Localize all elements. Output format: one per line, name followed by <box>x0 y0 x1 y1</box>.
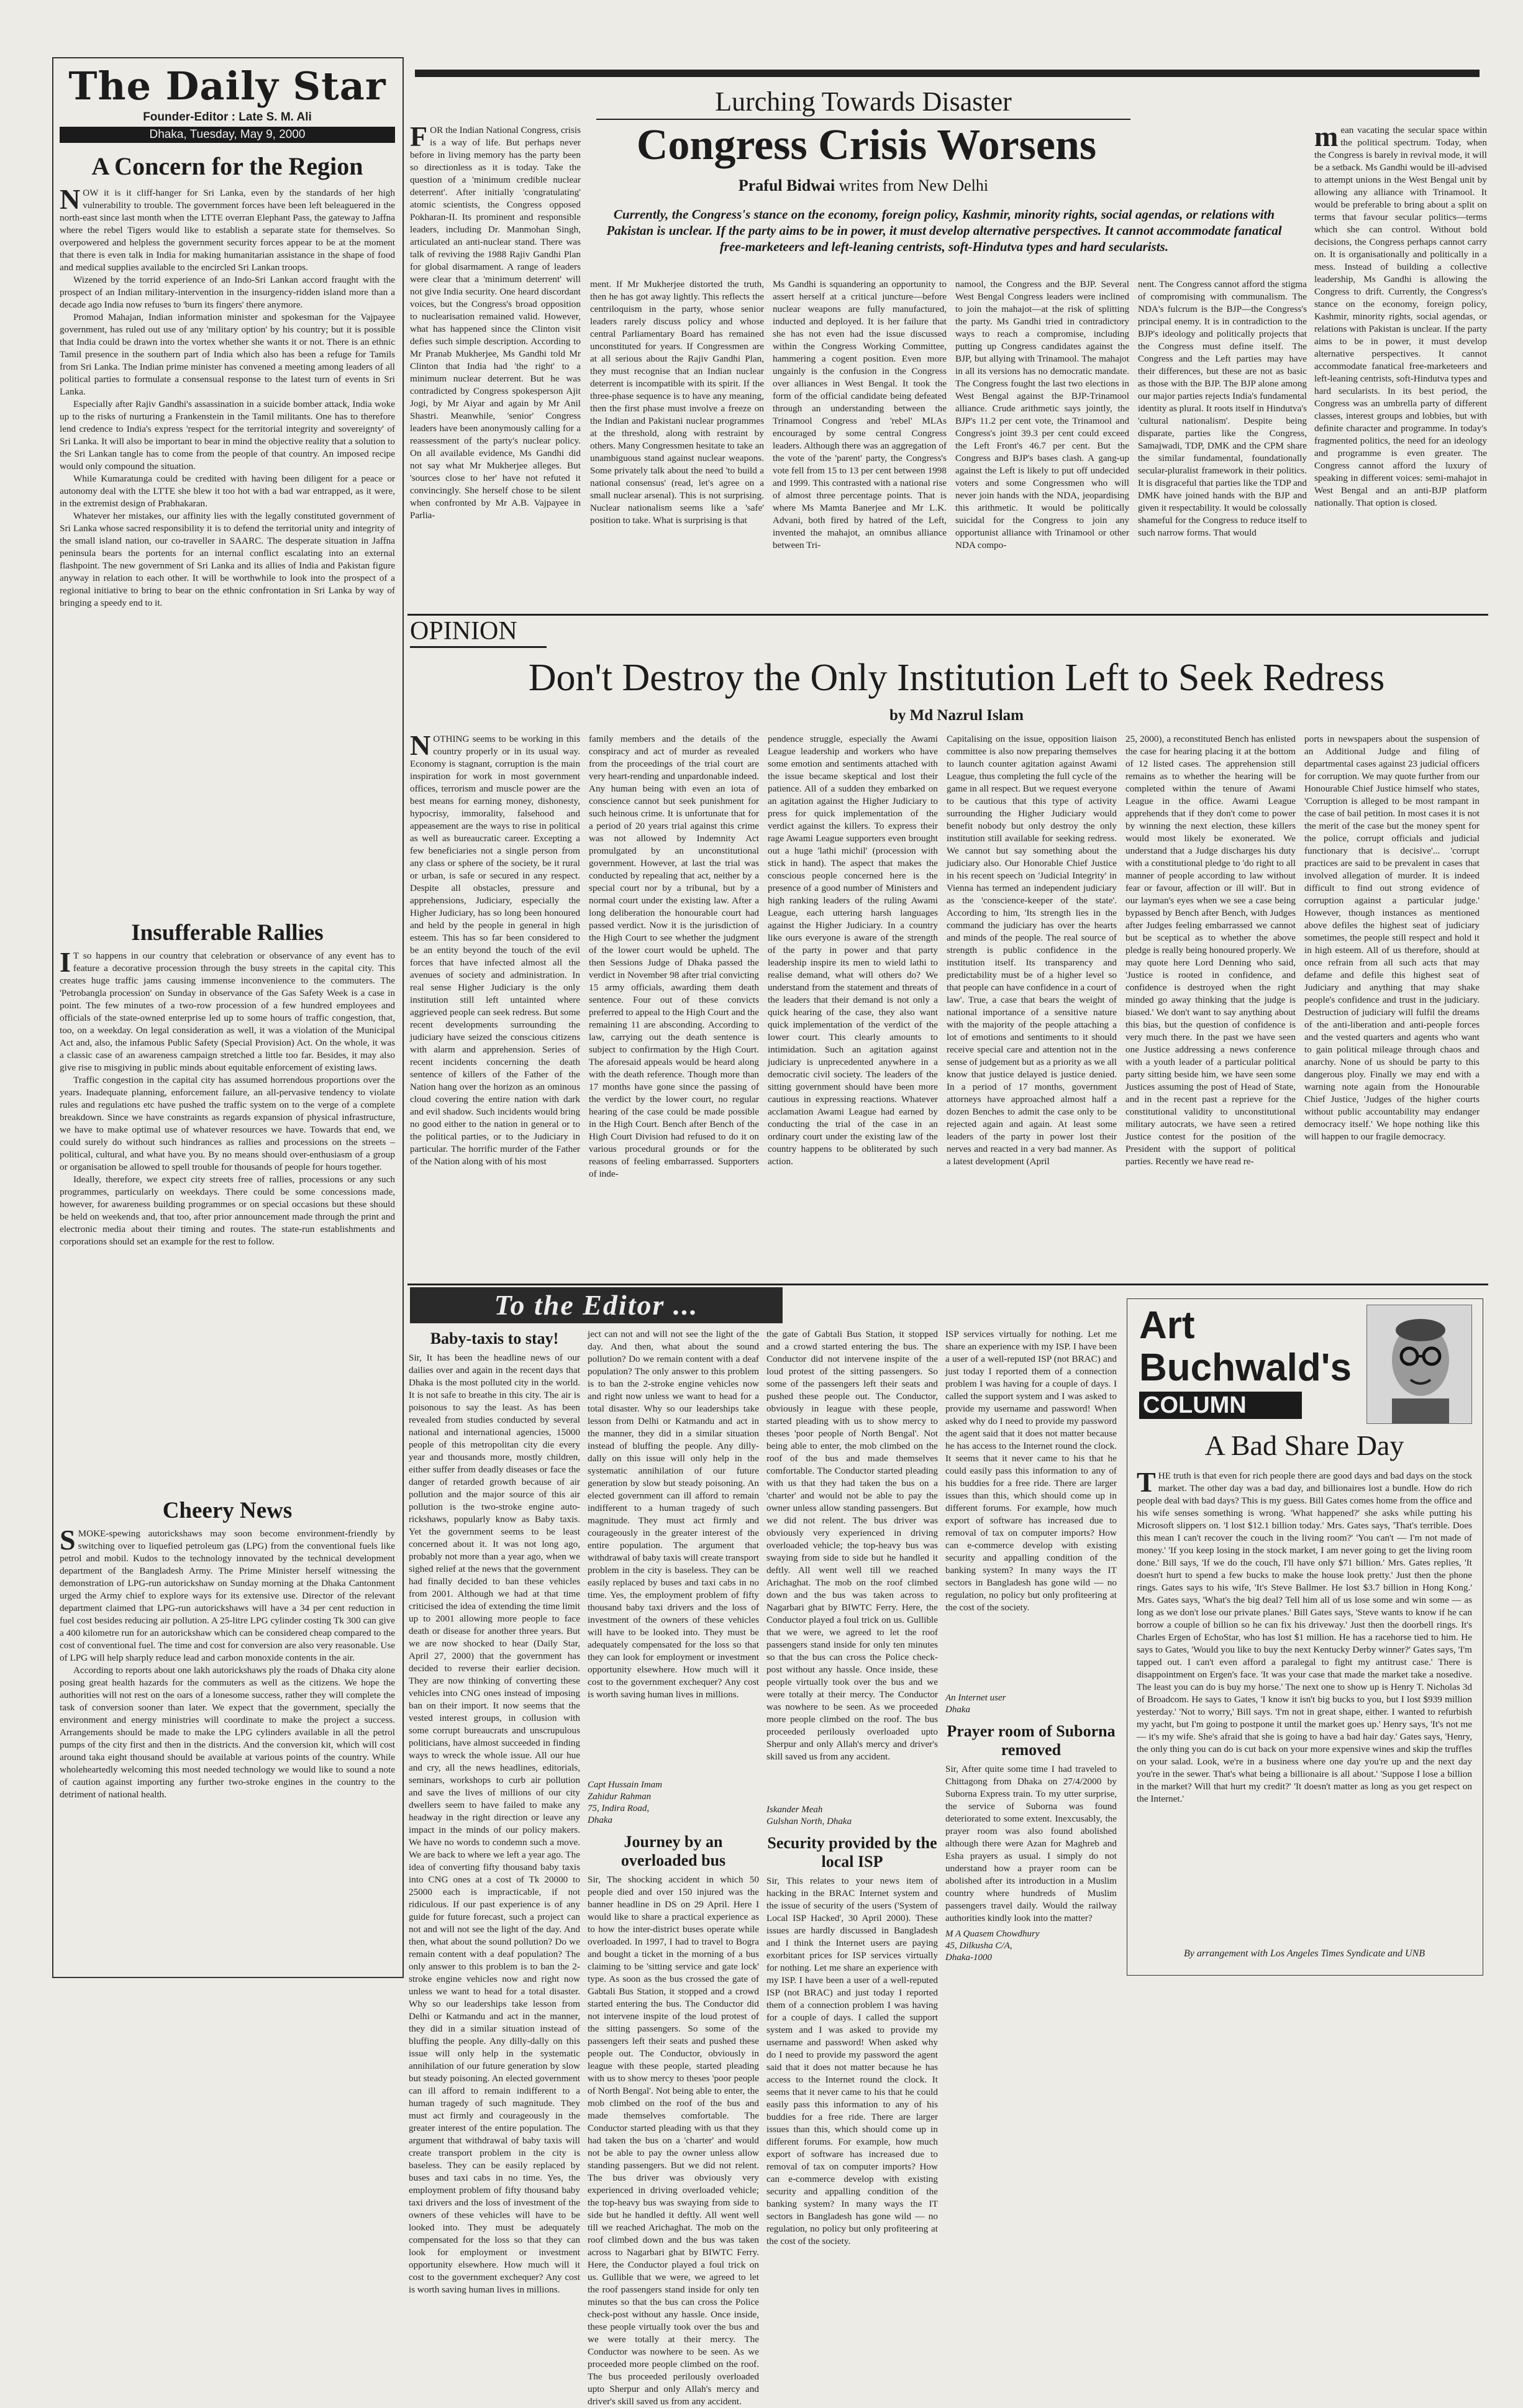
letter-body-continued <box>588 1328 759 1776</box>
byline-rest: writes from New Delhi <box>835 176 989 194</box>
editorial-sri-lanka <box>60 149 395 913</box>
paragraph: Ideally, therefore, we expect city streets free of rallies, processions or any such programmes, particularly on weekdays. There could be some concessions made, however, for awareness building programmes or on special occasions but these should be held on weekends and, that too, after prior announcement made through the print and electronic media about their timing and routes. The state-run establishments and corporations should set an example for the rest to follow. <box>60 1174 395 1247</box>
editorial-body <box>60 183 395 609</box>
bidwai-col-1 <box>590 278 764 608</box>
paragraph: IT so happens in our country that celebration or observance of any event has to feature a decorative procession through the busy streets in the capital city. This creates huge traffic jams causing immense inconvenience to the commuters. The 'Petrobangla procession' on Sunday in observance of the Gas Safety Week is a case in point. The few minutes of a two-row procession of a few hundred employees and officials of the state-owned enterprise led up to some hours of traffic congestion, that, too, on a weekday. On legal consideration as well, it was a violation of the Municipal Act and, also, the infamous Public Safety (Special Provision) Act. On the whole, it was a classic case of an awareness campaign stretched a little too far. Besides, it may also give rise to misgiving in public minds about equitable enforcement of existing laws. <box>60 946 395 1073</box>
letter-body: Sir, After quite some time I had traveled to Chittagong from Dhaka on 27/4/2000 by Suborna Express train. To my utter surprise, the service of Suborna was found deteriorated to some extent. Inexcusably, the prayer room was also found abolished although there were Azan for Maghreb and Esha prayers as usual. I simply do not understand how a prayer room can be abolished after its introduction in a Muslim country where hundreds of Muslim passengers travel daily. Would the railway authorities kindly look into the matter? <box>945 1764 1117 1923</box>
article-byline <box>596 176 1130 195</box>
letter-signature: Capt Hussain Imam Zahidur Rahman 75, Indira Road, Dhaka <box>588 1780 663 1825</box>
paragraph: 25, 2000), a reconstituted Bench has enlisted the case for hearing placing it at the bottom of 12 listed cases. The apprehension still remains as to whether the hearing will be completed within the tenure of Awami League in the office. Awami League apprehends that if they don't come to power by winning the next election, these killers would most likely be exonerated. We understand that a Judge discharges his duty with a constitutional pledge to 'do right to all manner of people according to law without fear or favour, affection or ill will'. But in our layman's eyes when we see a case being bypassed by Bench after Bench, with Judges after Judges feeling embarrassed we cannot but be sceptical as to whether the above pledge is really being honoured properly. We may quote here Lord Denning who said, 'Justice is rooted in confidence, and confidence is destroyed when the right minded go away thinking that the judge is biased.' We don't want to say anything about this bias, but the question of confidence is very much there. In the past we have seen one Justice addressing a news conference with a youth leader of a particular political party sitting beside him, we have seen some Justices assuming the post of Head of State, and in the recent past a reprieve for the constitutional validity to unconstitutional military autocrats, we have seen a retired Justice contest for the position of the President with the support of political parties. Recently we have read re- <box>1125 734 1296 1167</box>
opinion-kicker: OPINION <box>410 616 547 648</box>
letter-body: Sir, This relates to your news item of hacking in the BRAC Internet system and the issue of security of the users ('System of Local ISP Hacked', 30 April 2000). These issues are hardly discussed in Bangladesh and I think the Internet users are paying exorbitant prices for ISP services virtually for nothing. Let me share an experience with my ISP. I have been a user of a well-reputed ISP (not BRAC) and just today I reported them of a connection problem I was having for a couple of days. I called the support system and I was asked to provide my username and password! When asked why do I need to provide my password the agent said that it does not matter because he has access to the Internet round the clock. It seems that it never came to his that he could easily pass this information to any of his buddies for a free ride. There are larger issues than this, which should come up in different forums. For example, how much export of software has increased due to removal of tax on computer imports? How can e-commerce develop with existing security and appalling condition of the banking system? In many ways the IT sectors in Bangladesh has gone wild — no regulation, no policy but only profiteering at the cost of the society. <box>766 1876 938 2246</box>
paragraph: SMOKE-spewing autorickshaws may soon become environment-friendly by switching over to liquefied petroleum gas (LPG) from the conventional fuels like petrol and mobil. Kudos to the technology innovated by the technical development department of the Bangladesh Army. The Prime Minister herself witnessing the demonstration of LPG-run autorickshaw on Sunday morning at the Dhaka Cantonment urged the Army chief to explore ways for its extensive use. Director of the relevant department claimed that LPG-run autorickshaws will have a 34 per cent reduction in fuel cost besides reducing air pollution. A 25-litre LPG cylinder costing Tk 300 can give a 400 kilometre run for an autorickshaw which can be considered cheap compared to the cost of conventional fuel. The time and cost for conversion are also very reasonable. Use of LPG will help sharply reduce lead and carbon monoxide contents in the air. <box>60 1524 395 1663</box>
opinion-col-5 <box>1125 733 1296 1280</box>
letter-signature: Iskander Meah Gulshan North, Dhaka <box>766 1805 852 1827</box>
paragraph: namool, the Congress and the BJP. Several West Bengal Congress leaders were inclined to join the mahajot—at the risk of splitting the party. Ms Gandhi tried in contradictory ways to reach a compromise, including putting up Congress candidates against the BJP, but allying with Trinamool. The mahajot in all its versions has no democratic mandate. The Congress fought the last two elections in West Bengal against the BJP-Trinamool alliance. Crude arithmetic says jointly, the BJP's 11.2 per cent vote, the Trinamool and Congress's joint 39.3 per cent could exceed the Left Front's 46.7 per cent. But the Congress and BJP's bases clash. A gang-up against the Left is likely to put off undecided voters and some Congressmen who will never join hands with the NDA, jeopardising this arithmetic. It would be politically suicidal for the Congress to join any opportunist alliance with Trinamool or other NDA compo- <box>955 279 1129 550</box>
article-headline: Congress Crisis Worsens <box>636 121 1097 169</box>
buchwald-headline: A Bad Share Day <box>1204 1430 1404 1461</box>
editorial-rallies <box>60 913 395 1491</box>
buchwald-credit: By arrangement with Los Angeles Times Syndicate and UNB <box>1183 1948 1425 1959</box>
letter-col-2 <box>588 1328 759 2407</box>
letter-body-continued <box>766 1328 938 1800</box>
letter-body-continued <box>945 1328 1117 1689</box>
letter-headline: Security provided by the local ISP <box>767 1834 937 1871</box>
editorial-headline: Insufferable Rallies <box>131 920 324 946</box>
buchwald-portrait <box>1366 1305 1472 1424</box>
paragraph: Traffic congestion in the capital city has assumed horrendous proportions over the years. Inadequate planning, enforcement failure, an all-pervasive tendency to violate rules and regulations etc have pushed the traffic system on to the verge of a complete breakdown. Since we have constraints as regards expansion of physical infrastructure, we have to make optimal use of whatever resources we have. Towards that end, we could surely do without such hindrances as rallies and processions on the streets – political, cultural, and what have you. By no means should over-enthusiasm of a group or organisation be allowed to spell trouble for thousands of people for hours together. <box>60 1075 395 1172</box>
paragraph: Promod Mahajan, Indian information minister and spokesman for the Vajpayee government, has ruled out use of any 'military option' by his country; but it is possible that India could be drawn into the vortex whether she wants it or not. There is an ethnic Tamil presence in the southern part of India which also has been a refuge for Tamils from Sri Lanka. The Indian prime minister has convened a meeting among leaders of all political parties to formulate a consensual response to the latest turn of events in Sri Lanka. <box>60 312 395 397</box>
paragraph: Capitalising on the issue, opposition liaison committee is also now preparing themselves to launch counter agitation against Awami League, thus completing the full cycle of the game in all respect. But we request everyone to be cautious that this type of activity surrounding the Higher Judiciary would benefit nobody but only destroy the only institution still available for seeking redress. We cannot but say something about the judiciary also. Our Honorable Chief Justice in his recent speech on 'Judicial Integrity' in Vienna has termed an independent judiciary as the 'conscience-keeper of the state'. According to him, 'Its strength lies in the command the judiciary has over the hearts and minds of the people. The real source of strength is public confidence in the institution itself. Its transparency and predictability must be of a higher level so that people can have confidence in a court of law'. True, a case that bears the weight of national importance of a sensitive nature with the majority of the people attaching a lot of emotions and sentiments to it should receive special care and attention not in the sense of judgement but as a priority as we all know that justice delayed is justice denied. In a period of 17 months, government attorneys have approached almost half a dozen Benches to admit the case only to be rejected again and again. At least some leaders of the party in power lost their nerves and reacted in a very bad manner. As a latest development (April <box>947 734 1117 1167</box>
letters-banner: To the Editor ... <box>410 1287 783 1323</box>
section-rule <box>407 1284 1488 1285</box>
buchwald-body <box>1137 1466 1472 1942</box>
paragraph: NOTHING seems to be working in this country properly or in its usual way. Economy is stagnant, corruption is the main inspiration for work in most government offices, terrorism and muscle power are the best means for earning money, dishonesty, hypocrisy, immorality, falsehood and appeasement are the ways to rise in political as well as bureaucratic career. Excepting a few beneficiaries not a single person from any class or sphere of the society, be it rural or urban, is safe or secured in any respect. Despite all obstacles, pressure and apprehensions, Judiciary, especially the Higher Judiciary, has so long been honoured and held by the people in general in high esteem. This has so far been considered to be an entity beyond the touch of the evil forces that have infected almost all the avenues of society and administration. In real sense Higher Judiciary is the only institution still left untainted where aggrieved people can seek redress. But some recent developments surrounding the judiciary have seized the conscious citizens with alarm and apprehension. Series of recent incidents concerning the death sentence of killers of the Father of the Nation hang over the horizon as an ominous cloud covering the entire nation with dark and evil shadow. Such incidents would bring no good either to the nation in general or to the political parties, or to the Judiciary in particular. The horrific murder of the Father of the Nation along with of his most <box>410 729 580 1167</box>
bidwai-col-2 <box>773 278 947 608</box>
letter-text-tail: ject can not and will not see the light of the day. And then, what about the sound pollution? Do we remain content with a deaf population? The only answer to this problem is to ban the 2-stroke engine vehicles now and right now unless we want to head for a total disaster. Why so our leaderships take lesson from Delhi or Katmandu and act in the manner, they did in a similar situation instead of bluffing the people. Any dilly-dally on this issue will only help in the systematic annihilation of our future generation by slow but steady poisoning. An elected government can ill afford to remain indifferent to a human tragedy of such magnitude. They must act firmly and courageously in the greater interest of the entire population. The argument that withdrawal of baby taxis will create transport problem in the city is baseless. They can be easily replaced by buses and taxi cabs in no time. Yes, the employment problem of fifty thousand baby taxi drivers and the loss of investment of the owners of these vehicles will have to be looked into. They must be adequately compensated for the loss so that they can look for employment or investment opportunity elsewhere. How much will it cost to the government exchequer? Any cost is worth saving human lives in millions. <box>588 1329 759 1700</box>
article-standfirst: Currently, the Congress's stance on the economy, foreign policy, Kashmir, minority rights, social agendas, or relations with Pakistan is unclear. If the party aims to be in power, it must develop alternative perspectives. It cannot accommodate fanatical free-marketeers and left-leaning centrists, soft-Hindutva types and hard secularists. <box>606 207 1282 254</box>
paragraph: ports in newspapers about the suspension of an Additional Judge and filing of departmental cases against 23 judicial officers for corruption. We may quote further from our Honourable Chief Justice himself who states, 'Corruption is alleged to be most rampant in the case of bail petition. In most cases it is not the merit of the case but the money spent for the police, corrupt officials and judicial functionary that is decisive'... 'corrupt practices are said to be prevalent in cases that involved allegation of murder. It is indeed difficult to find out strong evidence of corruption against a particular judge.' However, though instances as mentioned above defiles the highest seat of judiciary sometimes, the people still respect and hold it in high esteem. All of us therefore, should at once refrain from all such acts that may defame and defile this highest seat of Judiciary and anything that may shake people's confidence and trust in the judiciary. Destruction of judiciary will fulfil the dreams of the anti-liberation and anti-people forces and the vested quarters and agents who want to gain political mileage through chaos and anarchy. None of us should be party to this dangerous ploy. Finally we may end with a warning note again from the Honourable Chief Justice, 'Judges of the higher courts without public accountability may endanger democracy itself.' We hope nothing like this will happen to our fragile democracy. <box>1304 734 1480 1142</box>
letter-signature: An Internet user Dhaka <box>945 1693 1006 1715</box>
letter-col-1 <box>409 1328 580 2295</box>
letter-col-4 <box>945 1328 1117 1974</box>
letter-headline: Journey by an overloaded bus <box>621 1833 726 1869</box>
paragraph: nent. The Congress cannot afford the stigma of compromising with communalism. The NDA's fulcrum is the BJP—the Congress's principal enemy. It is in contradiction to the BJP's ideology and politically projects that the Congress must define itself. The Congress and the Left parties may have their differences, but these are not as basic as those with the BJP. The BJP alone among our major parties rejects India's fundamental identity as plural. It roots itself in Hindutva's 'cultural nationalism'. Despite being disparate, parties like the Congress, Samajwadi, TDP, DMK and the CPM share the similar fundamental, foundationally secular-pluralist framework in their politics. It is disgraceful that parties like the TDP and DMK have joined hands with the BJP and given it respectability. It would be colossally shameful for the Congress to reduce itself to such narrow forms. That would <box>1138 279 1307 538</box>
top-rule <box>415 70 1480 77</box>
article-kicker: Lurching Towards Disaster <box>596 86 1130 120</box>
opinion-col-2 <box>589 733 759 1280</box>
letter-text-tail: ISP services virtually for nothing. Let me share an experience with my ISP. I have been a user of a well-reputed ISP (not BRAC) and just today I reported them of a connection problem I was having for a couple of days. I called the support system and I was asked to provide my username and password! When asked why do I need to provide my password the agent said that it does not matter because he has access to the Internet round the clock. It seems that it never came to his that he could easily pass this information to any of his buddies for a free ride. There are larger issues than this, which should come up in different forums. For example, how much export of software has increased due to removal of tax on computer imports? How can e-commerce develop with existing security and appalling condition of the banking system? In many ways the IT sectors in Bangladesh has gone wild — no regulation, no policy but only profiteering at the cost of the society. <box>945 1329 1117 1613</box>
paragraph: Wizened by the torrid experience of an Indo-Sri Lankan accord fraught with the prospect of an Indian military-intervention in the insurgency-ridden island more than a decade ago India now refuses to 'burn its fingers' there anymore. <box>60 275 395 310</box>
section-rule <box>407 614 1488 616</box>
opinion-col-6 <box>1304 733 1480 1280</box>
buchwald-logo-name: Buchwald's <box>1139 1346 1352 1389</box>
opinion-col-4 <box>947 733 1117 1280</box>
opinion-col-3 <box>768 733 938 1280</box>
buchwald-logo-column: COLUMN <box>1139 1392 1302 1419</box>
paragraph: mean vacating the secular space within the political spectrum. Today, when the Congress is barely in revival mode, it will be a setback. Ms Gandhi would be ill-advised to attempt unions in the West Bengal unit by allowing any alliance with Trinamool. It would be preferable to bring about a split on terms that favour secular politics—terms which she can control. Without bold decisions, the Congress perhaps cannot carry on. It is organisationally and politically in a mess. Instead of building a collective leadership, Ms Gandhi is allowing the Congress to drift. Currently, the Congress's stance on the economy, foreign policy, Kashmir, minority rights, social agendas, or relations with Pakistan is unclear. If the party aims to be in power, it must develop alternative perspectives. It cannot accommodate fanatical free-marketeers and left-leaning centrists, soft-Hindutva types and hard secularists. In its best period, the Congress was an umbrella party of different classes, interest groups and lobbies, but with definite character and programme. In today's fragmented politics, the need for an ideology and programme is even greater. The Congress cannot afford the luxury of speaking in different voices: semi-mahajot in West Bengal and an anti-BJP platform nationally. That option is closed. <box>1314 121 1487 508</box>
buchwald-logo-art: Art <box>1139 1304 1195 1347</box>
editorial-headline: Cheery News <box>162 1498 293 1523</box>
opinion-byline: by Md Nazrul Islam <box>889 707 1024 724</box>
dateline: Dhaka, Tuesday, May 9, 2000 <box>60 127 395 143</box>
paragraph: pendence struggle, especially the Awami League leadership and workers who have some emotion and sentiments attached with the issue became skeptical and lost their patience. All of a sudden they embarked on an agitation against the Higher Judiciary to press for quick implementation of the verdict against the killers. To express their rage Awami League supporters even brought out a huge 'lathi michil' (procession with stick in hand). The aspect that makes the conscious people concerned here is the presence of a good number of Ministers and high ranking leaders of the ruling Awami League, each uttering harsh languages against the Higher Judiciary. In a country like ours everyone is aware of the strength of the party in power and that party leadership inspire its men to wield lathi to realise demand, what will others do? We understand from the statement and threats of the leaders that their demand is not only a quick hearing of the case, they also want quick implementation of the verdict of the lower court. This clearly amounts to intimidation. Such an agitation against judiciary is unprecedented anywhere in a democratic civil society. The leaders of the sitting government should have been more cautious in expressing reactions. Whatever acclamation Awami League had earned by conducting the trial of the case in an ordinary court under the existing law of the country happens to be obliterated by such action. <box>768 734 938 1167</box>
paragraph: Ms Gandhi is squandering an opportunity to assert herself at a critical juncture—before nuclear weapons are fully manufactured, inducted and deployed. It is her failure that she has not even had the issue discussed within the Congress Working Committee, hammering a cogent position. Even more ungainly is the confusion in the Congress over alliances in West Bengal. It took the form of the official candidate being defeated through an understanding between the Trinamool Congress and 'rebel' MLAs encouraged by some central Congress leaders. Although there was an aggregation of the vote of the 'parent' party, the Congress's vote fell from 15 to 13 per cent between 1998 and 1999. This contrasted with a national rise of almost three percentage points. That is where Ms Mamta Banerjee and Mr L.K. Advani, both fired by hatred of the Left, invented the mahajot, an omnibus alliance between Tri- <box>773 279 947 550</box>
paragraph: While Kumaratunga could be credited with having been diligent for a peace or autonomy deal with the LTTE she blew it too hot with a bad war entrapped, as it were, in the extremist design of Prabhakaran. <box>60 473 395 509</box>
author-name: Praful Bidwai <box>738 176 835 194</box>
paragraph: THE truth is that even for rich people there are good days and bad days on the stock market. The other day was a bad day, and billionaires lost a bundle. How do rich people deal with bad days? This is my guess. Bill Gates comes home from the office and his wife senses something is wrong. 'What happened?' she asks while putting his Microsoft slippers on. 'I lost $12.1 billion today.' Mrs. Gates says, 'That's terrible. Does this mean I can't recover the couch in the living room?' 'You can't — I'm not made of money.' 'If you keep losing in the stock market, I am never going to get the living room done.' Bill says, 'If we do the couch, I'll have only $71 billion.' Mrs. Gates replies, 'It doesn't hurt to spend a few bucks to make the house look pretty.' Just then the phone rings. Gates says to his wife, 'It's Steve Ballmer. He lost $3.7 billion in Hong Kong.' Mrs. Gates says, 'What's the big deal? Tell him all of us lose some and win some — as long as we don't lose our private planes.' Bill Gates says, 'Steve wants to know if he can borrow a couple of billion so he can fix his driveway.' Just then the doorbell rings. It's Charles Ergen of EchoStar, who has lost $1 million. He has a racehorse tied to him. He says to Gates, 'Would you like to buy the next Kentucky Derby winner?' Gates says, 'I'm tapped out. I can't even afford a paralegal to fight my antitrust case.' There is disappointment on Ergen's face. 'It was your case that made the market take a nosedive. The least you can do is buy my horse.' The next one to show up is Henry T. Nicholas 3d of Broadcom. He says to Gates, 'I know it isn't big bucks to you, but I lost $939 million yesterday.' 'Not to worry,' Bill says. 'I'm not in great shape, either. I wanted to refurbish my yacht, but I'm going to postpone it until the market goes up.' Henry says, 'It's not me — it's my wife. She's afraid that she is going to have a bad hair day.' Gates says, 'Henry, the only thing you can do is cut back on your more expensive wines and skip the truffles on your salad. Look, we're in a business where one day you're up and the next day you're in the sewer. That's what being a billionaire is all about.' 'Suppose I lose a billion in the market? Will that hurt my credit?' 'It doesn't matter as long as you get respect on the Internet.' <box>1137 1466 1472 1804</box>
portrait-illustration <box>1367 1305 1471 1423</box>
bidwai-col-4 <box>1138 278 1307 608</box>
letter-text-tail: the gate of Gabtali Bus Station, it stopped and a crowd started entering the bus. The Conductor did not intervene inspite of the loud protest of the sitting passengers. So some of the passengers left their seats and pushed these people out. The Conductor, obviously in league with these people, started pleading with us to show mercy to theses 'poor people of North Bengal'. Not being able to enter, the mob climbed on the roof of the bus and made themselves comfortable. The Conductor started pleading with us that they had taken the bus on a 'charter' and would not be able to pay the owner unless allow standing passengers. But we did not relent. The bus driver was obviously very experienced in driving overloaded vehicle; the top-heavy bus was swaying from side to side but he handled it deftly. All went well till we reached Arichaghat. The mob on the roof climbed down and the bus was taken across to Nagarbari ghat by BIWTC Ferry. Here, the Conductor played a foul trick on us. Gullible that we were, we agreed to let the roof passengers stand inside for only ten minutes so that the bus can cross the Police check-post without any hassle. Once inside, these people virtually took over the bus and we were totally at their mercy. The Conductor was nowhere to be seen. As we proceeded more people climbed on the roof. The bus proceeded perilously overloaded upto Sherpur and only Allah's mercy and driver's skill saved us from any accident. <box>766 1329 938 1762</box>
masthead-title: The Daily Star <box>68 63 386 109</box>
letter-col-3 <box>766 1328 938 2246</box>
paragraph: Especially after Rajiv Gandhi's assassination in a suicide bomber attack, India woke up to the risks of nurturing a Frankenstein in the Tamil militants. One has to therefore lend credence to India's express 'respect for the territorial integrity and sovereignty' of Sri Lanka. It will also be important to bear in mind the objective reality that a solution to the Sri Lankan tangle has to come from the people of that country. An imposed recipe would only compound the situation. <box>60 399 395 472</box>
bidwai-col-3 <box>955 278 1129 608</box>
letter-headline: Baby-taxis to stay! <box>430 1329 559 1348</box>
bidwai-col-top-right <box>1314 121 1487 609</box>
letter-body: Sir, The shocking accident in which 50 people died and over 150 injured was the banner headline in DS on 29 April. Here I would like to share a practical experience as to how the inter-district buses operate while overloaded. In 1997, I had to travel to Bogra and bought a ticket in the morning of a bus claiming to be 'sitting service and gate lock' type. As soon as the bus crossed the gate of Gabtali Bus Station, it stopped and a crowd started entering the bus. The Conductor did not intervene inspite of the loud protest of the sitting passengers. So some of the passengers left their seats and pushed these people out. The Conductor, obviously in league with these people, started pleading with us to show mercy to theses 'poor people of North Bengal'. Not being able to enter, the mob climbed on the roof of the bus and made themselves comfortable. The Conductor started pleading with us that they had taken the bus on a 'charter' and would not be able to pay the owner unless allow standing passengers. But we did not relent. The bus driver was obviously very experienced in driving overloaded vehicle; the top-heavy bus was swaying from side to side but he handled it deftly. All went well till we reached Arichaghat. The mob on the roof climbed down and the bus was taken across to Nagarbari ghat by BIWTC Ferry. Here, the Conductor played a foul trick on us. Gullible that we were, we agreed to let the roof passengers stand inside for only ten minutes so that the bus can cross the Police check-post without any hassle. Once inside, these people virtually took over the bus and we were totally at their mercy. The Conductor was nowhere to be seen. As we proceeded more people climbed on the roof. The bus proceeded perilously overloaded upto Sherpur and only Allah's mercy and driver's skill saved us from any accident. <box>588 1874 759 2407</box>
letter-body: Sir, It has been the headline news of our dailies over and again in the recent days that Dhaka is the most polluted city in the world. It is not safe to breathe in this city. The air is poisonous to say the least. As has been revealed from studies conducted by several national and international agencies, 15000 people of this metropolitan city die every year and thousands more, mostly children, either suffer from deadly diseases or face the danger of retarded growth because of air pollution and the major source of this air pollution is the two-stroke engine auto-rickshaws, popularly know as Baby taxis. Yet the government seems to be least concerned about it. It was not long ago, probably not more than a year ago, when we sighed relief at the news that the government had finally decided to ban these vehicles from 2001. Although we had at that time criticised the idea of extending the time limit up to 2001 allowing more people to face death or disease for another three years. But we are now shocked to hear (Daily Star, April 27, 2000) that the government has decided to reverse their earlier decision. They are now thinking of converting these vehicles into CNG ones instead of imposing ban on their import. It now seems that the vested interest groups, in collusion with some corrupt bureaucrats and unscrupulous politicians, have almost succeeded in finding ways to wreck the whole issue. All our hue and cry, all the news headlines, editorials, seminars, workshops to curb air pollution and save the lives of millions of our city dwellers seem to have failed to make any headway in the right direction or leave any impact in the minds of our policy makers. We have no words to condemn such a move. We are back to where we left a year ago. The idea of converting fifty thousand baby taxis into CNG ones at a cost of Tk 20000 to 25000 each is impracticable, if not ridiculous. If our past experience is of any guide for future forecast, such a project can not and will not see the light of the day. And then, what about the sound pollution? Do we remain content with a deaf population? The only answer to this problem is to ban the 2-stroke engine vehicles now and right now unless we want to head for a total disaster. Why so our leaderships take lesson from Delhi or Katmandu and act in the manner, they did in a similar situation instead of bluffing the people. Any dilly-dally on this issue will only help in the systematic annihilation of our future generation by slow but steady poisoning. An elected government can ill afford to remain indifferent to a human tragedy of such magnitude. They must act firmly and courageously in the greater interest of the entire population. The argument that withdrawal of baby taxis will create transport problem in the city is baseless. They can be easily replaced by buses and taxi cabs in no time. Yes, the employment problem of fifty thousand baby taxi drivers and the loss of investment of the owners of these vehicles will have to be looked into. They must be adequately compensated for the loss so that they can look for employment or investment opportunity elsewhere. How much will it cost to the government exchequer? Any cost is worth saving human lives in millions. <box>409 1352 580 2295</box>
paragraph: FOR the Indian National Congress, crisis is a way of life. But perhaps never before in living memory has the party been so directionless as it is today. Take the question of a 'minimum credible nuclear deterrent'. After initially 'congratulating' atomic scientists, the Congress opposed Pokharan-II. Its prominent and responsible leaders, including Dr. Manmohan Singh, articulated an anti-nuclear stand. There was talk of reviving the 1988 Rajiv Gandhi Plan for global disarmament. A range of leaders were clear that a 'minimum deterrent' will not give India security. One heard discordant voices, but the Congress's broad opposition to nuclearisation remained valid. However, what has happened since the Clinton visit defies such simple description. According to Mr Pranab Mukherjee, Ms Gandhi told Mr Clinton that India had 'the right' to a minimum nuclear deterrent. But he was contradicted by Congress spokesperson Ajit Jogi, by Mr Aiyar and again by Mr Anil Shastri. Meanwhile, 'senior' Congress leaders have been anonymously calling for a reassessment of the party's nuclear policy. On all available evidence, Ms Gandhi did not say what Mr Mukherjee alleges. But 'sources close to her' have not refuted it convincingly. She herself chose to be silent when confronted by Mr A.B. Vajpayee in Parlia- <box>410 121 581 521</box>
opinion-headline: Don't Destroy the Only Institution Left to Seek Redress <box>528 657 1385 699</box>
paragraph: family members and the details of the conspiracy and act of murder as revealed from the proceedings of the trial court are very heart-rending and unpardonable indeed. Any human being with even an iota of conscience cannot but seek punishment for such heinous crime. It is unfortunate that for a period of 20 years trial against this crime was not allowed by Indemnity Act promulgated by an unconstitutional government. However, at last the trial was conducted by repealing that act, neither by a special court nor by a tribunal, but by a normal court under the existing law. After a long deliberation the honourable court had passed verdict. Now it is the jurisdiction of the High Court to see whether the judgment of the lower court would be upheld. The then Sessions Judge of Dhaka passed the verdict in November 98 after trial convicting 15 army officials, awarding them death sentence. Four out of these convicts preferred to appeal to the High Court and the remaining 11 are absconding. According to law, carrying out the death sentence is subject to confirmation by the High Court. The aforesaid appeals would be heard along with the death reference. Though more than 17 months have gone since the passing of the verdict by the lower court, no regular hearing of the case could be made possible in the High Court. Bench after Bench of the High Court Division had refused to do it on various procedural grounds or for the reasons of feeling embarrassed. Supporters of inde- <box>589 734 759 1179</box>
bidwai-col-top-left <box>410 121 581 521</box>
paragraph: Whatever her mistakes, our affinity lies with the legally constituted government of Sri Lanka whose sacred responsibility it is to defend the territorial unity and integrity of the small island nation, our co-traveller in SAARC. The desperate situation in Jaffna peninsula bears the portents for an internal conflict escalating into an external flashpoint. The new government of Sri Lanka and its allies of India and Pakistan figure anyway in relation to each other. It will be worthwhile to look into the prospect of a regional initiative to bring to bear on the ethnic confrontation in Sri Lanka by way of bringing a speedy end to it. <box>60 511 395 608</box>
editorial-cheery-news <box>60 1491 395 1969</box>
letter-signature: M A Quasem Chowdhury 45, Dilkusha C/A, Dhaka-1000 <box>945 1929 1040 1963</box>
founder-line: Founder-Editor : Late S. M. Ali <box>143 111 312 124</box>
paragraph: ment. If Mr Mukherjee distorted the truth, then he has got away lightly. This reflects the centriloquism in the party, whose senior leaders rarely discuss policy and whose central Parliamentary Board has remained unconstituted for years. If Congressmen are at all serious about the Rajiv Gandhi Plan, they must recognise that an Indian nuclear deterrent is incompatible with its spirit. If the three-phase sequence is to have any meaning, then the first phase must involve a freeze on the Indian and Pakistani nuclear programmes at the threshold, along with restraint by others. Many Congressmen hesitate to take an unambiguous stand against nuclear weapons. Some privately talk about the need 'to build a national consensus' (read, let's agree on a small nuclear arsenal). This is not surprising. Nuclear nationalism seems like a 'safe' position to take. What is surprising is that <box>590 279 764 526</box>
editorial-body <box>60 1524 395 1801</box>
paragraph: NOW it is it cliff-hanger for Sri Lanka, even by the standards of her high vulnerability to trouble. The government forces have been left beleaguered in the north-east since last month when the LTTE overran Elephant Pass, the gateway to Jaffna where the rebel Tigers would like to establish a separate state for themselves. So overpowered and helpless the government security forces appear to be at the moment that there is even talk in India for making humanitarian assistance in the shape of food and medical supplies available to the encircled Sri Lankan troops. <box>60 183 395 273</box>
editorial-headline: A Concern for the Region <box>91 152 363 180</box>
editorial-body <box>60 946 395 1248</box>
paragraph: According to reports about one lakh autorickshaws ply the roads of Dhaka city alone posing great health hazards for the commuters as well as the citizens. We hope the authorities will not rest on the oars of a lonesome success, rather they will complete the task of conversion sooner than later. We expect that the government, specially the environment and energy ministries will coordinate to make the project a success. Arrangements should be made to make the LPG cylinders available in all the petrol pumps of the city first and then in the districts. And the conversion kit, which will cost around taka eight thousand should be available at various points of the country. While wholeheartedly welcoming this most needed technology we would like to sound a note of caution against importing any further two-stroke engines in the country to the detriment of national health. <box>60 1665 395 1800</box>
opinion-col-1 <box>410 729 580 1280</box>
letter-headline: Prayer room of Suborna removed <box>947 1722 1116 1759</box>
